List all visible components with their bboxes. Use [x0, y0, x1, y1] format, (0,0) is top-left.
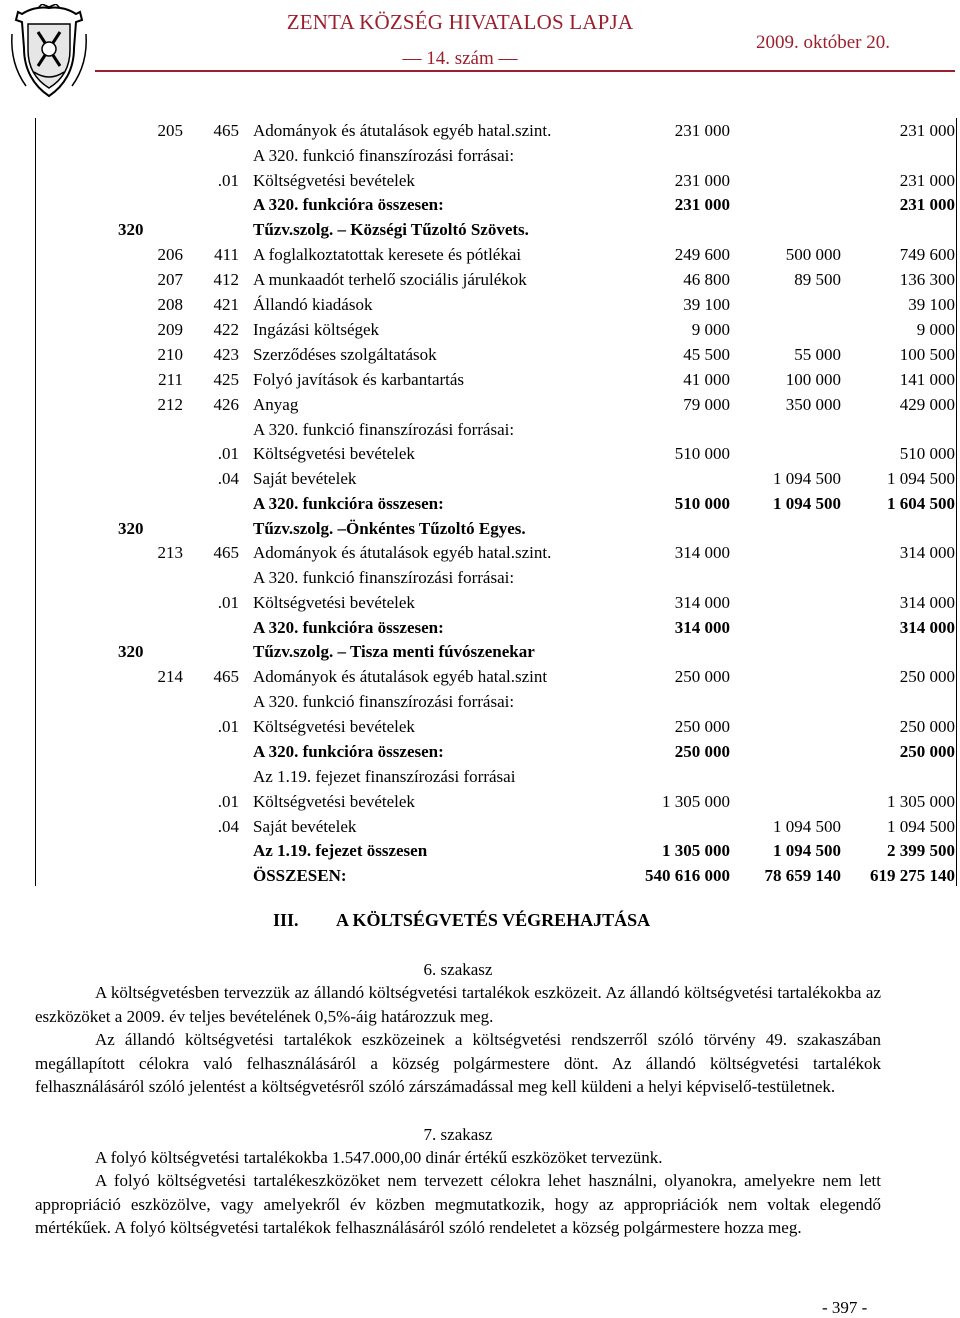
value-total: 1 604 500 — [887, 494, 955, 513]
table-row — [35, 344, 957, 366]
value-own-sources: 250 000 — [674, 717, 730, 736]
table-row — [35, 567, 957, 589]
item-name: Tűzv.szolg. – Községi Tűzoltó Szövets. — [253, 220, 529, 239]
item-name: Az 1.19. fejezet finanszírozási forrásai — [253, 767, 516, 786]
value-own-sources: 540 616 000 — [645, 866, 730, 885]
table-row — [35, 294, 957, 316]
item-name: Az 1.19. fejezet összesen — [253, 841, 428, 860]
value-other-sources: 89 500 — [794, 270, 841, 289]
value-own-sources: 314 000 — [674, 543, 730, 562]
item-name: Anyag — [253, 395, 299, 414]
budget-table — [35, 118, 957, 886]
table-row — [35, 319, 957, 341]
item-name: Adományok és átutalások egyéb hatal.szint. — [253, 543, 552, 562]
row-number: 213 — [157, 543, 183, 562]
value-total: 1 094 500 — [887, 817, 955, 836]
economic-code: .01 — [217, 171, 239, 190]
row-number: 212 — [157, 395, 183, 414]
economic-code: 465 — [213, 121, 239, 140]
value-own-sources: 231 000 — [674, 171, 730, 190]
economic-code: 411 — [214, 245, 239, 264]
value-total: 136 300 — [899, 270, 955, 289]
row-number: 208 — [157, 295, 183, 314]
value-total: 141 000 — [899, 370, 955, 389]
row-number: 206 — [157, 245, 183, 264]
economic-code: 412 — [213, 270, 239, 289]
economic-code: 425 — [213, 370, 239, 389]
value-other-sources: 55 000 — [794, 345, 841, 364]
page-number: - 397 - — [822, 1298, 868, 1317]
value-own-sources: 45 500 — [683, 345, 730, 364]
table-row — [35, 518, 957, 540]
item-name: A munkaadót terhelő szociális járulékok — [253, 270, 527, 289]
value-other-sources: 350 000 — [785, 395, 841, 414]
value-total: 231 000 — [899, 171, 955, 190]
item-name: Szerződéses szolgáltatások — [253, 345, 437, 364]
value-own-sources: 250 000 — [674, 667, 730, 686]
table-row — [35, 542, 957, 564]
item-name: A foglalkoztatottak keresete és pótlékai — [253, 245, 522, 264]
table-row — [35, 691, 957, 713]
article-6-title: 6. szakasz — [423, 960, 493, 979]
value-other-sources: 1 094 500 — [773, 841, 841, 860]
value-total: 100 500 — [899, 345, 955, 364]
section-title: A KÖLTSÉGVETÉS VÉGREHAJTÁSA — [336, 910, 651, 930]
table-row — [35, 219, 957, 241]
item-name: A 320. funkció finanszírozási forrásai: — [253, 420, 515, 439]
row-number: 214 — [157, 667, 183, 686]
table-row — [35, 840, 957, 862]
publication-date: 2009. október 20. — [755, 32, 890, 53]
table-row — [35, 394, 957, 416]
item-name: A 320. funkció finanszírozási forrásai: — [253, 568, 515, 587]
article-7-title: 7. szakasz — [423, 1125, 493, 1144]
publication-title: ZENTA KÖZSÉG HIVATALOS LAPJA — [286, 10, 634, 34]
item-name: A 320. funkció finanszírozási forrásai: — [253, 692, 515, 711]
table-row — [35, 194, 957, 216]
item-name: A 320. funkcióra összesen: — [253, 618, 444, 637]
article-6-paragraph-2: Az állandó költségvetési tartalékok eszközeinek a költségvetési rendszerről szóló törvény 49. szakaszában megállapított célokra való felhasználásáról a község polgármestere dönt. Az állandó költségvetési tartalékok felhasználásáról szóló jelentést a költségvetésről szóló zárszámadással meg kell küldeni a helyi képviselő-testületnek. — [35, 1030, 881, 1096]
value-total: 314 000 — [899, 593, 955, 612]
table-row — [35, 816, 957, 838]
value-other-sources: 1 094 500 — [773, 494, 841, 513]
issue-label: 14. szám — [426, 48, 494, 69]
value-total: 250 000 — [899, 717, 955, 736]
value-own-sources: 231 000 — [674, 195, 730, 214]
value-other-sources: 100 000 — [785, 370, 841, 389]
value-own-sources: 41 000 — [683, 370, 730, 389]
economic-code: .04 — [217, 817, 239, 836]
item-name: Folyó javítások és karbantartás — [253, 370, 465, 389]
value-total: 9 000 — [916, 320, 955, 339]
value-other-sources: 78 659 140 — [764, 866, 841, 885]
value-total: 250 000 — [899, 667, 955, 686]
article-6-paragraph-1: A költségvetésben tervezzük az állandó költségvetési tartalékok eszközeit. Az állandó költségvetési tartalékokba az eszközöket a 2009. év teljes bevételének 0,5%-áig határozzuk meg. — [35, 983, 881, 1026]
item-name: ÖSSZESEN: — [253, 866, 347, 885]
value-own-sources: 1 305 000 — [662, 792, 730, 811]
item-name: A 320. funkcióra összesen: — [253, 494, 444, 513]
value-own-sources: 510 000 — [674, 494, 730, 513]
item-name: Költségvetési bevételek — [253, 444, 415, 463]
table-row — [35, 865, 957, 887]
economic-code: 465 — [213, 667, 239, 686]
item-name: A 320. funkcióra összesen: — [253, 195, 444, 214]
item-name: Költségvetési bevételek — [253, 792, 415, 811]
item-name: Költségvetési bevételek — [253, 171, 415, 190]
issue-number: — 14. szám — — [402, 48, 518, 69]
value-own-sources: 314 000 — [674, 618, 730, 637]
value-own-sources: 46 800 — [683, 270, 730, 289]
table-row — [35, 641, 957, 663]
table-row — [35, 269, 957, 291]
coat-of-arms-icon — [8, 4, 90, 102]
item-name: Saját bevételek — [253, 817, 357, 836]
economic-code: 422 — [213, 320, 239, 339]
table-row — [35, 617, 957, 639]
economic-code: .01 — [217, 717, 239, 736]
item-name: Költségvetési bevételek — [253, 717, 415, 736]
economic-code: .01 — [217, 593, 239, 612]
table-row — [35, 120, 957, 142]
value-total: 231 000 — [899, 195, 955, 214]
item-name: Tűzv.szolg. – Tisza menti fúvószenekar — [253, 642, 535, 661]
economic-code: 421 — [213, 295, 239, 314]
item-name: Tűzv.szolg. –Önkéntes Tűzoltó Egyes. — [253, 519, 526, 538]
value-own-sources: 510 000 — [674, 444, 730, 463]
table-row — [35, 145, 957, 167]
item-name: Adományok és átutalások egyéb hatal.szint — [253, 667, 548, 686]
table-row — [35, 419, 957, 441]
function-code: 320 — [118, 519, 144, 538]
value-own-sources: 231 000 — [674, 121, 730, 140]
table-row — [35, 369, 957, 391]
table-row — [35, 666, 957, 688]
value-own-sources: 9 000 — [691, 320, 730, 339]
section-number: III. — [273, 910, 299, 930]
value-total: 429 000 — [899, 395, 955, 414]
economic-code: .04 — [217, 469, 239, 488]
value-own-sources: 249 600 — [674, 245, 730, 264]
economic-code: 465 — [213, 543, 239, 562]
item-name: A 320. funkcióra összesen: — [253, 742, 444, 761]
value-other-sources: 1 094 500 — [773, 469, 841, 488]
item-name: A 320. funkció finanszírozási forrásai: — [253, 146, 515, 165]
row-number: 211 — [158, 370, 183, 389]
value-total: 2 399 500 — [887, 841, 955, 860]
value-total: 749 600 — [899, 245, 955, 264]
function-code: 320 — [118, 220, 144, 239]
value-total: 250 000 — [899, 742, 955, 761]
item-name: Ingázási költségek — [253, 320, 380, 339]
item-name: Állandó kiadások — [253, 295, 373, 314]
row-number: 205 — [157, 121, 183, 140]
value-total: 1 305 000 — [887, 792, 955, 811]
item-name: Adományok és átutalások egyéb hatal.szint. — [253, 121, 552, 140]
value-total: 510 000 — [899, 444, 955, 463]
value-other-sources: 500 000 — [785, 245, 841, 264]
value-total: 1 094 500 — [887, 469, 955, 488]
value-own-sources: 39 100 — [683, 295, 730, 314]
row-number: 210 — [157, 345, 183, 364]
value-own-sources: 79 000 — [683, 395, 730, 414]
value-total: 314 000 — [899, 543, 955, 562]
economic-code: 423 — [213, 345, 239, 364]
item-name: Költségvetési bevételek — [253, 593, 415, 612]
table-row — [35, 716, 957, 738]
header-rule — [95, 70, 955, 72]
row-number: 209 — [157, 320, 183, 339]
value-total: 314 000 — [899, 618, 955, 637]
value-total: 619 275 140 — [870, 866, 955, 885]
table-row — [35, 170, 957, 192]
value-total: 39 100 — [908, 295, 955, 314]
table-row — [35, 791, 957, 813]
value-own-sources: 1 305 000 — [662, 841, 730, 860]
table-row — [35, 468, 957, 490]
economic-code: .01 — [217, 444, 239, 463]
value-other-sources: 1 094 500 — [773, 817, 841, 836]
value-own-sources: 314 000 — [674, 593, 730, 612]
article-7-paragraph-1: A folyó költségvetési tartalékokba 1.547.000,00 dinár értékű eszközöket tervezünk. — [95, 1148, 663, 1167]
table-row — [35, 244, 957, 266]
value-own-sources: 250 000 — [674, 742, 730, 761]
table-row — [35, 592, 957, 614]
table-row — [35, 766, 957, 788]
economic-code: 426 — [213, 395, 239, 414]
table-row — [35, 443, 957, 465]
article-7-paragraph-2: A folyó költségvetési tartalékeszközöket nem tervezett célokra lehet használni, olyanokra, amelyekre nem lett appropriáció eszközölve, vagy amelyekről év közben megmutatkozik, hogy az appropriációk nem voltak elegendő mértékűek. A folyó költségvetési tartalékok felhasználásáról szóló rendeletet a község polgármestere hozza meg. — [35, 1171, 881, 1237]
table-row — [35, 741, 957, 763]
economic-code: .01 — [217, 792, 239, 811]
table-row — [35, 493, 957, 515]
value-total: 231 000 — [899, 121, 955, 140]
item-name: Saját bevételek — [253, 469, 357, 488]
function-code: 320 — [118, 642, 144, 661]
row-number: 207 — [157, 270, 183, 289]
